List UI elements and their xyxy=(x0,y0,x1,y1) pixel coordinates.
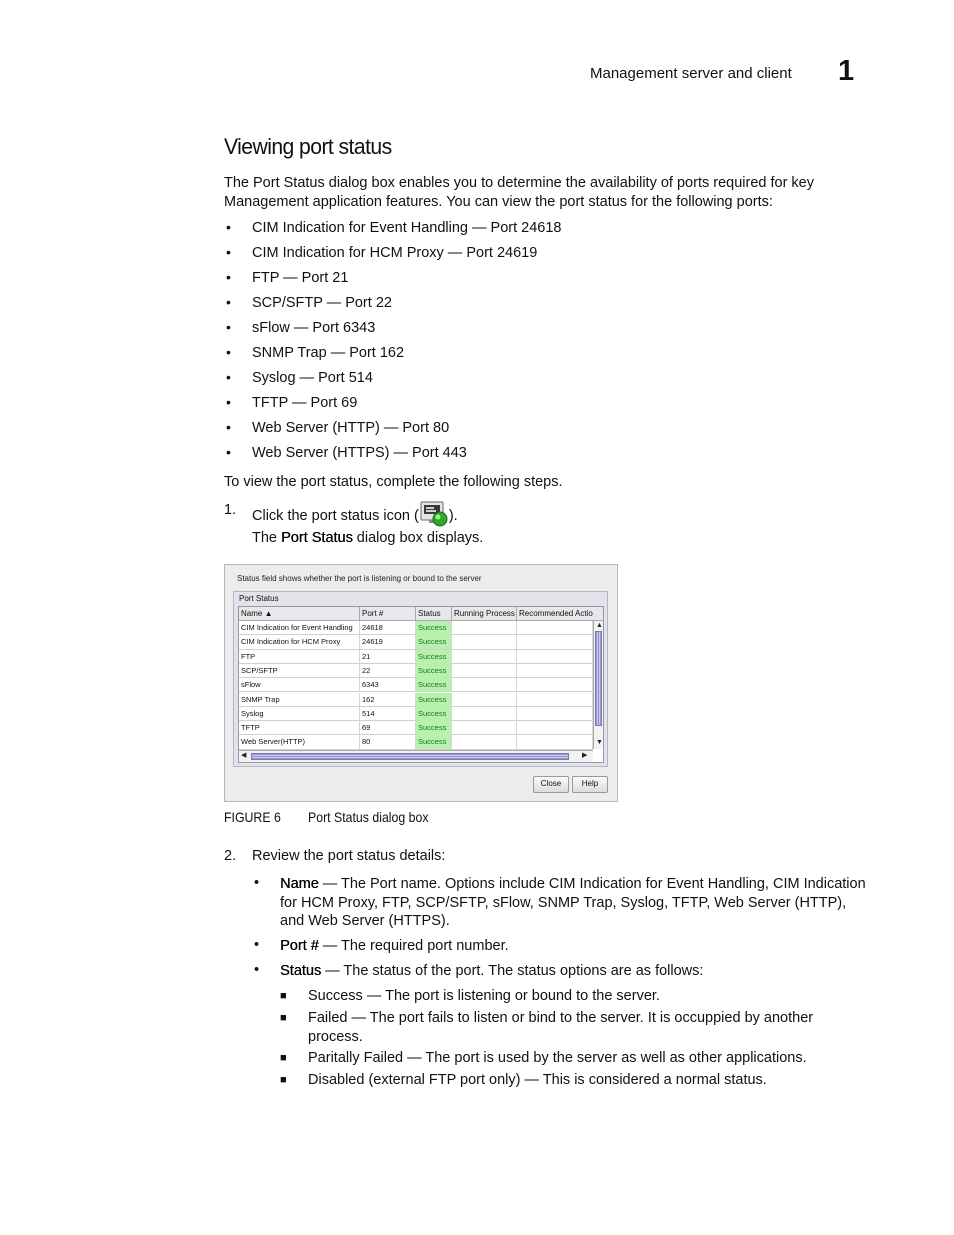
cell-running-process xyxy=(452,650,517,664)
bullet-icon: • xyxy=(226,269,231,285)
scroll-left-icon[interactable]: ◀ xyxy=(241,752,247,759)
bullet-icon: • xyxy=(226,444,231,460)
bullet-icon: • xyxy=(226,419,231,435)
vertical-scroll-thumb[interactable] xyxy=(595,631,602,726)
cell-name: SNMP Trap xyxy=(239,693,360,707)
list-item xyxy=(224,445,562,470)
cell-name: CIM Indication for HCM Proxy xyxy=(239,635,360,649)
result-pre: The xyxy=(252,530,282,546)
result-bold: Port Status xyxy=(281,530,353,546)
table-header xyxy=(239,607,603,621)
scroll-down-icon[interactable]: ▼ xyxy=(596,739,603,746)
page-title: Viewing port status xyxy=(224,134,392,159)
list-item xyxy=(224,345,562,370)
detail-text: Port # — The required port number. xyxy=(280,938,509,954)
table-row[interactable] xyxy=(239,621,593,635)
result-post: dialog box displays. xyxy=(352,530,484,546)
list-item-text: sFlow — Port 6343 xyxy=(252,320,376,336)
cell-status: Success xyxy=(416,721,452,735)
step-2 xyxy=(224,847,446,866)
column-header-recommended-action[interactable]: Recommended Actio xyxy=(519,609,593,618)
bullet-icon: • xyxy=(254,875,260,891)
bullet-icon: • xyxy=(226,219,231,235)
table-row[interactable] xyxy=(239,707,593,721)
step-text: Review the port status details: xyxy=(252,848,446,864)
help-button[interactable]: Help xyxy=(572,776,608,793)
cell-status: Success xyxy=(416,707,452,721)
list-item xyxy=(224,370,562,395)
table-row[interactable] xyxy=(239,693,593,707)
detail-text: Status — The status of the port. The status options are as follows: xyxy=(280,963,704,979)
status-option-text: Failed — The port fails to listen or bind to the server. It is occuppied by another process. xyxy=(308,1010,814,1045)
bullet-icon: • xyxy=(226,369,231,385)
list-item xyxy=(224,270,562,295)
table-row[interactable] xyxy=(239,664,593,678)
step-text: Click the port status icon ( xyxy=(252,508,419,524)
cell-status: Success xyxy=(416,635,452,649)
cell-status: Success xyxy=(416,664,452,678)
list-item-text: Syslog — Port 514 xyxy=(252,370,373,386)
cell-name: Syslog xyxy=(239,707,360,721)
port-status-dialog xyxy=(224,564,618,802)
cell-recommended-action xyxy=(517,635,593,649)
list-item xyxy=(224,245,562,270)
port-status-table xyxy=(238,606,604,763)
cell-name: FTP xyxy=(239,650,360,664)
intro-paragraph: The Port Status dialog box enables you to determine the availability of ports required for key Management application features. You can view the port status for the following ports: xyxy=(224,175,814,210)
cell-running-process xyxy=(452,721,517,735)
list-item xyxy=(224,295,562,320)
detail-term: Port # xyxy=(280,938,319,954)
cell-recommended-action xyxy=(517,735,593,749)
list-item-text: Web Server (HTTP) — Port 80 xyxy=(252,420,450,436)
steps-intro: To view the port status, complete the following steps. xyxy=(224,474,563,490)
step-number: 1. xyxy=(224,502,237,518)
cell-recommended-action xyxy=(517,650,593,664)
step-1-result xyxy=(252,529,483,548)
status-option-text: Disabled (external FTP port only) — This is considered a normal status. xyxy=(308,1072,767,1088)
cell-status: Success xyxy=(416,678,452,692)
square-bullet-icon: ■ xyxy=(280,1074,287,1086)
cell-status: Success xyxy=(416,735,452,749)
list-item-text: Web Server (HTTPS) — Port 443 xyxy=(252,445,467,461)
step-number: 2. xyxy=(224,848,237,864)
cell-port: 22 xyxy=(360,664,416,678)
cell-status: Success xyxy=(416,621,452,635)
bullet-icon: • xyxy=(226,319,231,335)
scroll-right-icon[interactable]: ▶ xyxy=(582,752,588,759)
chapter-number: 1 xyxy=(838,55,855,87)
horizontal-scroll-thumb[interactable] xyxy=(251,753,569,760)
cell-running-process xyxy=(452,678,517,692)
cell-recommended-action xyxy=(517,721,593,735)
list-item xyxy=(224,220,562,245)
cell-port: 80 xyxy=(360,735,416,749)
square-bullet-icon: ■ xyxy=(280,1052,287,1064)
cell-running-process xyxy=(452,621,517,635)
cell-port: 24618 xyxy=(360,621,416,635)
list-item-text: CIM Indication for HCM Proxy — Port 24619 xyxy=(252,245,538,261)
table-row[interactable] xyxy=(239,678,593,692)
cell-port: 69 xyxy=(360,721,416,735)
column-header-running-process[interactable]: Running Process xyxy=(452,607,517,620)
square-bullet-icon: ■ xyxy=(280,990,287,1002)
bullet-icon: • xyxy=(226,244,231,260)
list-item xyxy=(224,395,562,420)
bullet-icon: • xyxy=(254,937,260,953)
cell-status: Success xyxy=(416,650,452,664)
detail-item xyxy=(252,937,872,956)
column-header-status[interactable]: Status xyxy=(416,607,452,620)
bullet-icon: • xyxy=(226,394,231,410)
status-option-item xyxy=(280,1071,840,1090)
table-row[interactable] xyxy=(239,635,593,649)
close-button[interactable]: Close xyxy=(533,776,569,793)
cell-port: 24619 xyxy=(360,635,416,649)
table-row[interactable] xyxy=(239,650,593,664)
status-option-item xyxy=(280,987,840,1006)
step-1 xyxy=(224,501,458,524)
list-item-text: FTP — Port 21 xyxy=(252,270,349,286)
list-item xyxy=(224,420,562,445)
cell-name: TFTP xyxy=(239,721,360,735)
scroll-up-icon[interactable]: ▲ xyxy=(596,622,603,629)
detail-item xyxy=(252,875,872,931)
cell-name: SCP/SFTP xyxy=(239,664,360,678)
bullet-icon: • xyxy=(226,344,231,360)
cell-running-process xyxy=(452,707,517,721)
cell-port: 21 xyxy=(360,650,416,664)
table-row[interactable] xyxy=(239,721,593,735)
running-header: Management server and client xyxy=(590,65,792,82)
list-item xyxy=(224,320,562,345)
port-status-icon xyxy=(419,501,449,528)
cell-running-process xyxy=(452,635,517,649)
square-bullet-icon: ■ xyxy=(280,1012,287,1024)
list-item-text: CIM Indication for Event Handling — Port 24618 xyxy=(252,220,562,236)
figure-caption: Port Status dialog box xyxy=(308,809,429,825)
cell-recommended-action xyxy=(517,693,593,707)
status-option-item xyxy=(280,1049,840,1068)
group-title: Port Status xyxy=(239,594,279,603)
list-item-text: TFTP — Port 69 xyxy=(252,395,358,411)
horizontal-scrollbar[interactable] xyxy=(239,750,593,762)
list-item-text: SCP/SFTP — Port 22 xyxy=(252,295,392,311)
bullet-icon: • xyxy=(254,962,260,978)
port-status-group xyxy=(233,591,608,767)
detail-term: Name xyxy=(280,876,319,892)
cell-status: Success xyxy=(416,693,452,707)
cell-recommended-action xyxy=(517,664,593,678)
status-option-text: Paritally Failed — The port is used by the server as well as other applications. xyxy=(308,1050,807,1066)
cell-recommended-action xyxy=(517,678,593,692)
cell-port: 514 xyxy=(360,707,416,721)
cell-recommended-action xyxy=(517,621,593,635)
detail-term: Status xyxy=(280,963,322,979)
column-header-name[interactable]: Name ▲ xyxy=(239,607,360,620)
cell-running-process xyxy=(452,693,517,707)
step-text-end: ). xyxy=(448,508,458,524)
cell-port: 162 xyxy=(360,693,416,707)
cell-running-process xyxy=(452,664,517,678)
status-option-text: Success — The port is listening or bound to the server. xyxy=(308,988,660,1004)
cell-recommended-action xyxy=(517,707,593,721)
column-header-port[interactable]: Port # xyxy=(360,607,416,620)
table-row[interactable] xyxy=(239,735,593,749)
port-list xyxy=(224,220,562,470)
cell-running-process xyxy=(452,735,517,749)
dialog-info-text: Status field shows whether the port is listening or bound to the server xyxy=(237,574,482,583)
cell-port: 6343 xyxy=(360,678,416,692)
figure-label: FIGURE 6 xyxy=(224,809,281,825)
detail-item xyxy=(252,962,872,981)
detail-text: Name — The Port name. Options include CIM Indication for Event Handling, CIM Indication for HCM Proxy, FTP, SCP/SFTP, sFlow, SNMP Trap, Syslog, TFTP, Web Server (HTTP), and Web Server (HTTPS). xyxy=(280,876,866,929)
list-item-text: SNMP Trap — Port 162 xyxy=(252,345,405,361)
cell-name: CIM Indication for Event Handling xyxy=(239,621,360,635)
vertical-scrollbar[interactable] xyxy=(593,621,604,749)
cell-name: sFlow xyxy=(239,678,360,692)
bullet-icon: • xyxy=(226,294,231,310)
status-option-item xyxy=(280,1009,840,1046)
cell-name: Web Server(HTTP) xyxy=(239,735,360,749)
